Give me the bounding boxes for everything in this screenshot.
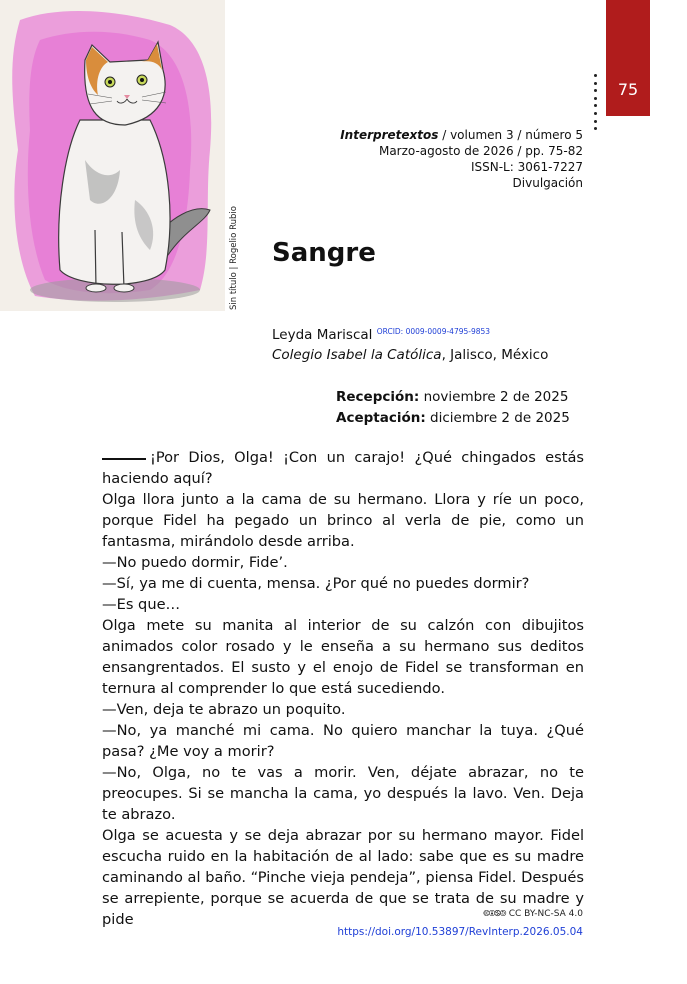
story-paragraph: Olga se acuesta y se deja abrazar por su hermano mayor. Fidel escucha ruido en la habitación de al lado: sabe que es su madre caminando al baño. “Pinche vieja pendeja”, piensa Fidel. Después se arrepiente, porque se acuerda de que se trata de su madre y pide <box>102 827 584 928</box>
author-name: Leyda Mariscal <box>272 327 373 343</box>
story-paragraph: —No puedo dormir, Fide’. <box>102 554 288 571</box>
story-paragraph: —No, ya manché mi cama. No quiero manchar la tuya. ¿Qué pasa? ¿Me voy a morir? <box>102 722 584 760</box>
story-opening-line <box>102 447 584 489</box>
page-number: 75 <box>617 80 639 99</box>
received-date <box>336 387 570 408</box>
story-paragraph: Olga llora junto a la cama de su hermano. Llora y ríe un poco, porque Fidel ha pegado un brinco al verla de pie, como un fantasma, mirándolo desde arriba. <box>102 491 584 550</box>
artwork-credit-text: Sin título | Rogelio Rubio <box>229 206 239 310</box>
dialogue-dash <box>102 458 146 460</box>
journal-line-1 <box>340 127 583 143</box>
artwork-credit <box>229 206 241 314</box>
decorative-dots <box>594 74 598 135</box>
story-paragraph: —Sí, ya me di cuenta, mensa. ¿Por qué no puedes dormir? <box>102 575 530 592</box>
journal-info <box>340 127 583 191</box>
orcid-link[interactable]: ORCID: 0009-0009-4795-9853 <box>376 327 491 336</box>
submission-dates <box>336 387 570 429</box>
affiliation-location: , Jalisco, México <box>441 347 549 363</box>
accepted-value: diciembre 2 de 2025 <box>425 410 570 426</box>
cat-watercolor-illustration <box>0 0 225 311</box>
author-affiliation <box>272 345 548 365</box>
story-paragraph: —No, Olga, no te vas a morir. Ven, déjate abrazar, no te preocupes. Si se mancha la cama, yo después la lavo. Ven. Deja te abrazo. <box>102 764 584 823</box>
affiliation-institution: Colegio Isabel la Católica <box>272 347 442 363</box>
accepted-label: Aceptación: <box>336 410 426 426</box>
story-paragraph: —Ven, deja te abrazo un poquito. <box>102 701 346 718</box>
received-value: noviembre 2 de 2025 <box>419 389 569 405</box>
author-block <box>272 322 548 365</box>
journal-name: Interpretextos <box>340 128 439 142</box>
doi-link[interactable]: https://doi.org/10.53897/RevInterp.2026.05.04 <box>337 926 583 938</box>
author-line <box>272 322 548 345</box>
article-title: Sangre <box>272 238 376 268</box>
cat-painting <box>0 0 225 311</box>
license-badge: 🅭🅯🄏🄎 CC BY-NC-SA 4.0 <box>483 909 583 919</box>
journal-volume-issue: / volumen 3 / número 5 <box>438 128 583 142</box>
story-paragraph: —Es que… <box>102 596 181 613</box>
story-paragraph: Olga mete su manita al interior de su calzón con dibujitos animados color rosado y le enseña a su hermano sus deditos ensangrentados. El susto y el enojo de Fidel se transforman en ternura al comprender lo que está sucediendo. <box>102 617 584 697</box>
received-label: Recepción: <box>336 389 420 405</box>
page-number-tab <box>606 0 650 116</box>
story-body <box>102 447 584 930</box>
journal-period-pages: Marzo-agosto de 2026 / pp. 75-82 <box>378 144 583 158</box>
accepted-date <box>336 408 570 429</box>
journal-section: Divulgación <box>512 176 583 190</box>
story-opening-text: ¡Por Dios, Olga! ¡Con un carajo! ¿Qué chingados estás haciendo aquí? <box>102 449 584 487</box>
journal-issn: ISSN-L: 3061-7227 <box>470 160 583 174</box>
